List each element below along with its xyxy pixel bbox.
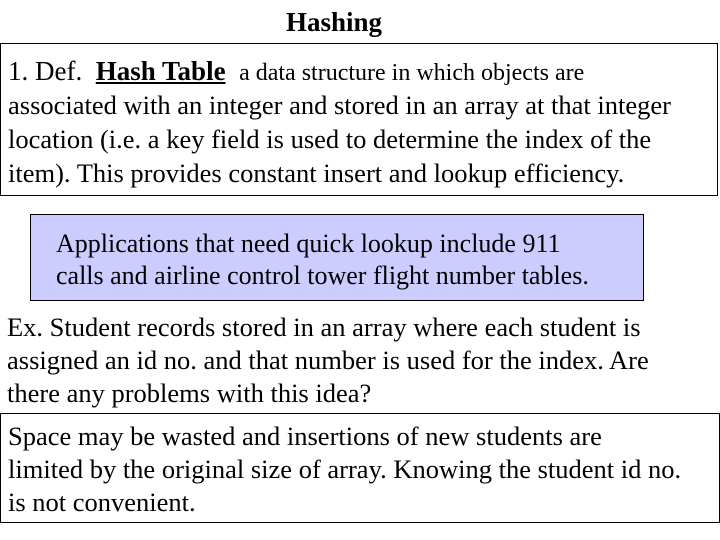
applications-line: calls and airline control tower flight number tables. [56,261,589,290]
definition-body [8,88,714,190]
definition-line: item). This provides constant insert and lookup efficiency. [8,158,625,188]
applications-line: Applications that need quick lookup include 911 [56,229,561,258]
definition-box [0,43,718,196]
definition-line: location (i.e. a key field is used to determine the index of the [8,124,652,154]
definition-first-line: a data structure in which objects are [239,60,585,86]
page-title: Hashing [285,7,383,37]
definition-heading [8,54,584,90]
example-text [7,311,649,410]
applications-box [30,214,644,301]
definition-line: associated with an integer and stored in an array at that integer [8,90,671,120]
answer-text [8,420,681,519]
example-line: assigned an id no. and that number is used for the index. Are [7,345,649,375]
definition-number: 1. Def. [8,56,83,86]
example-line: Ex. Student records stored in an array where each student is [7,312,641,342]
definition-term: Hash Table [95,56,226,86]
answer-line: Space may be wasted and insertions of new students are [8,421,602,451]
answer-box [0,413,720,523]
applications-text [56,228,589,292]
answer-line: is not convenient. [8,487,196,517]
example-line: there any problems with this idea? [7,378,372,408]
answer-line: limited by the original size of array. Knowing the student id no. [8,454,682,484]
